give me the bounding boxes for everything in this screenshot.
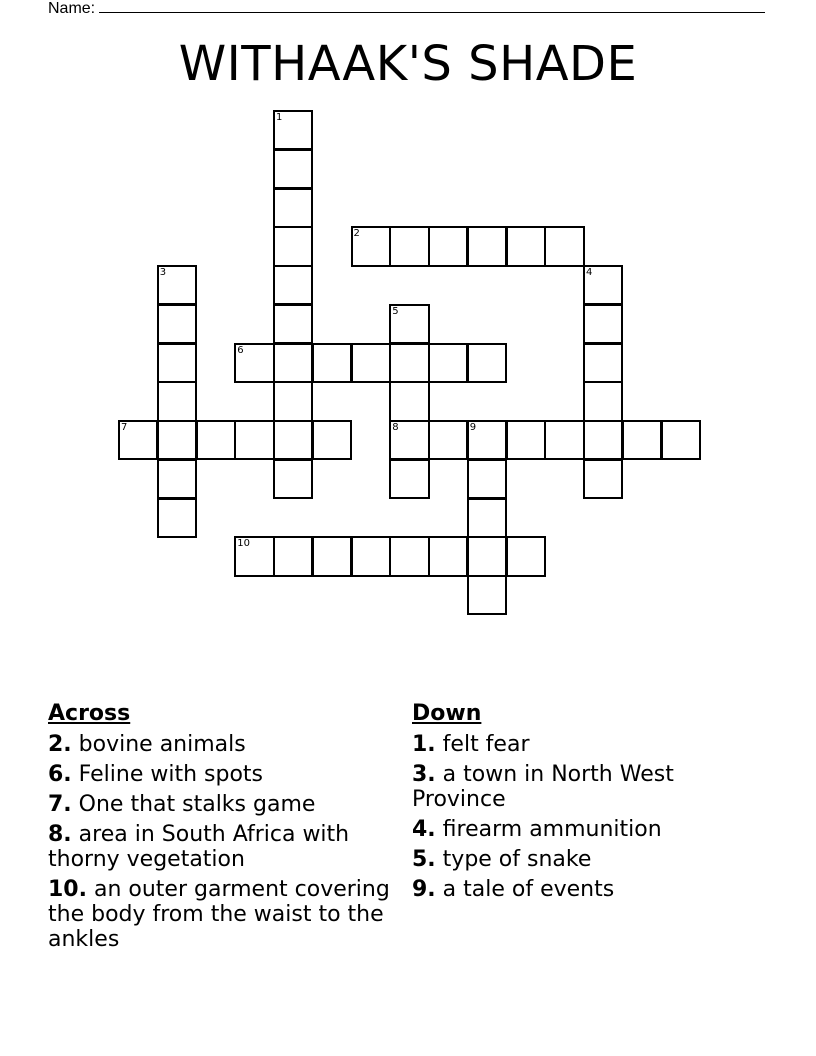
crossword-cell[interactable] (351, 536, 391, 576)
crossword-cell[interactable] (583, 265, 623, 305)
across-clues (48, 700, 408, 957)
crossword-cell[interactable] (506, 226, 546, 266)
crossword-cell[interactable] (428, 420, 468, 460)
crossword-cell[interactable] (157, 304, 197, 344)
clue-down-4: 4. firearm ammunition (412, 817, 662, 842)
crossword-cell[interactable] (273, 343, 313, 383)
clue-number: 10 (237, 538, 250, 550)
crossword-cell[interactable] (583, 381, 623, 421)
crossword-cell[interactable] (273, 226, 313, 266)
clue-across-8: 8. area in South Africa with thorny vegetation (48, 822, 350, 872)
clue-across-2: 2. bovine animals (48, 732, 246, 757)
clue-number: 4 (586, 267, 593, 278)
crossword-cell[interactable] (273, 110, 313, 150)
crossword-cell[interactable] (312, 420, 352, 460)
crossword-cell[interactable] (389, 536, 429, 576)
crossword-cell[interactable] (661, 420, 701, 460)
clue-across-6: 6. Feline with spots (48, 762, 263, 787)
crossword-cell[interactable] (234, 536, 274, 576)
crossword-cell[interactable] (467, 498, 507, 538)
crossword-cell[interactable] (312, 536, 352, 576)
crossword-cell[interactable] (583, 420, 623, 460)
crossword-cell[interactable] (467, 420, 507, 460)
crossword-cell[interactable] (467, 343, 507, 383)
crossword-cell[interactable] (351, 226, 391, 266)
crossword-cell[interactable] (273, 459, 313, 499)
crossword-cell[interactable] (467, 575, 507, 615)
name-label: Name: (48, 0, 96, 17)
crossword-cell[interactable] (234, 343, 274, 383)
crossword-cell[interactable] (467, 226, 507, 266)
crossword-cell[interactable] (273, 420, 313, 460)
crossword-cell[interactable] (157, 343, 197, 383)
page-title: WITHAAK'S SHADE (178, 36, 638, 92)
clue-across-7: 7. One that stalks game (48, 792, 316, 817)
across-heading: Across (48, 701, 131, 726)
crossword-cell[interactable] (273, 149, 313, 189)
crossword-cell[interactable] (234, 420, 274, 460)
clue-number: 5 (392, 305, 399, 317)
crossword-cell[interactable] (157, 498, 197, 538)
crossword-cell[interactable] (467, 536, 507, 576)
crossword-cell[interactable] (389, 226, 429, 266)
crossword-cell[interactable] (273, 381, 313, 421)
crossword-cell[interactable] (583, 459, 623, 499)
crossword-cell[interactable] (389, 304, 429, 344)
crossword-cell[interactable] (389, 420, 429, 460)
down-heading: Down (412, 701, 482, 726)
clue-number: 7 (121, 422, 128, 433)
crossword-cell[interactable] (428, 226, 468, 266)
crossword-cell[interactable] (506, 420, 546, 460)
crossword-cell[interactable] (157, 381, 197, 421)
crossword-cell[interactable] (118, 420, 158, 460)
crossword-cell[interactable] (312, 343, 352, 383)
crossword-cell[interactable] (506, 536, 546, 576)
clue-across-10: 10. an outer garment covering the body from the waist to the ankles (48, 877, 390, 952)
down-clues (412, 700, 752, 907)
crossword-cell[interactable] (157, 459, 197, 499)
crossword-cell[interactable] (273, 265, 313, 305)
crossword-cell[interactable] (583, 343, 623, 383)
clue-number: 6 (237, 344, 244, 356)
crossword-cell[interactable] (583, 304, 623, 344)
crossword-cell[interactable] (467, 459, 507, 499)
crossword-cell[interactable] (428, 343, 468, 383)
crossword-cell[interactable] (622, 420, 662, 460)
clue-down-3: 3. a town in North West Province (412, 762, 674, 812)
clue-number: 9 (469, 422, 477, 433)
clue-down-5: 5. type of snake (412, 847, 592, 872)
crossword-cell[interactable] (157, 420, 197, 460)
crossword-cell[interactable] (157, 265, 197, 305)
crossword-cell[interactable] (351, 343, 391, 383)
crossword-cell[interactable] (389, 343, 429, 383)
crossword-cell[interactable] (389, 459, 429, 499)
clue-number: 3 (159, 267, 167, 278)
clue-number: 8 (392, 422, 399, 433)
clue-down-9: 9. a tale of events (412, 877, 615, 902)
crossword-cell[interactable] (389, 381, 429, 421)
crossword-cell[interactable] (273, 304, 313, 344)
crossword-cell[interactable] (273, 536, 313, 576)
clue-number: 1 (276, 112, 283, 123)
crossword-cell[interactable] (544, 226, 584, 266)
clue-down-1: 1. felt fear (412, 732, 530, 757)
crossword-cell[interactable] (544, 420, 584, 460)
crossword-cell[interactable] (196, 420, 236, 460)
clue-number: 2 (353, 228, 360, 240)
crossword-cell[interactable] (273, 188, 313, 228)
crossword-cell[interactable] (428, 536, 468, 576)
